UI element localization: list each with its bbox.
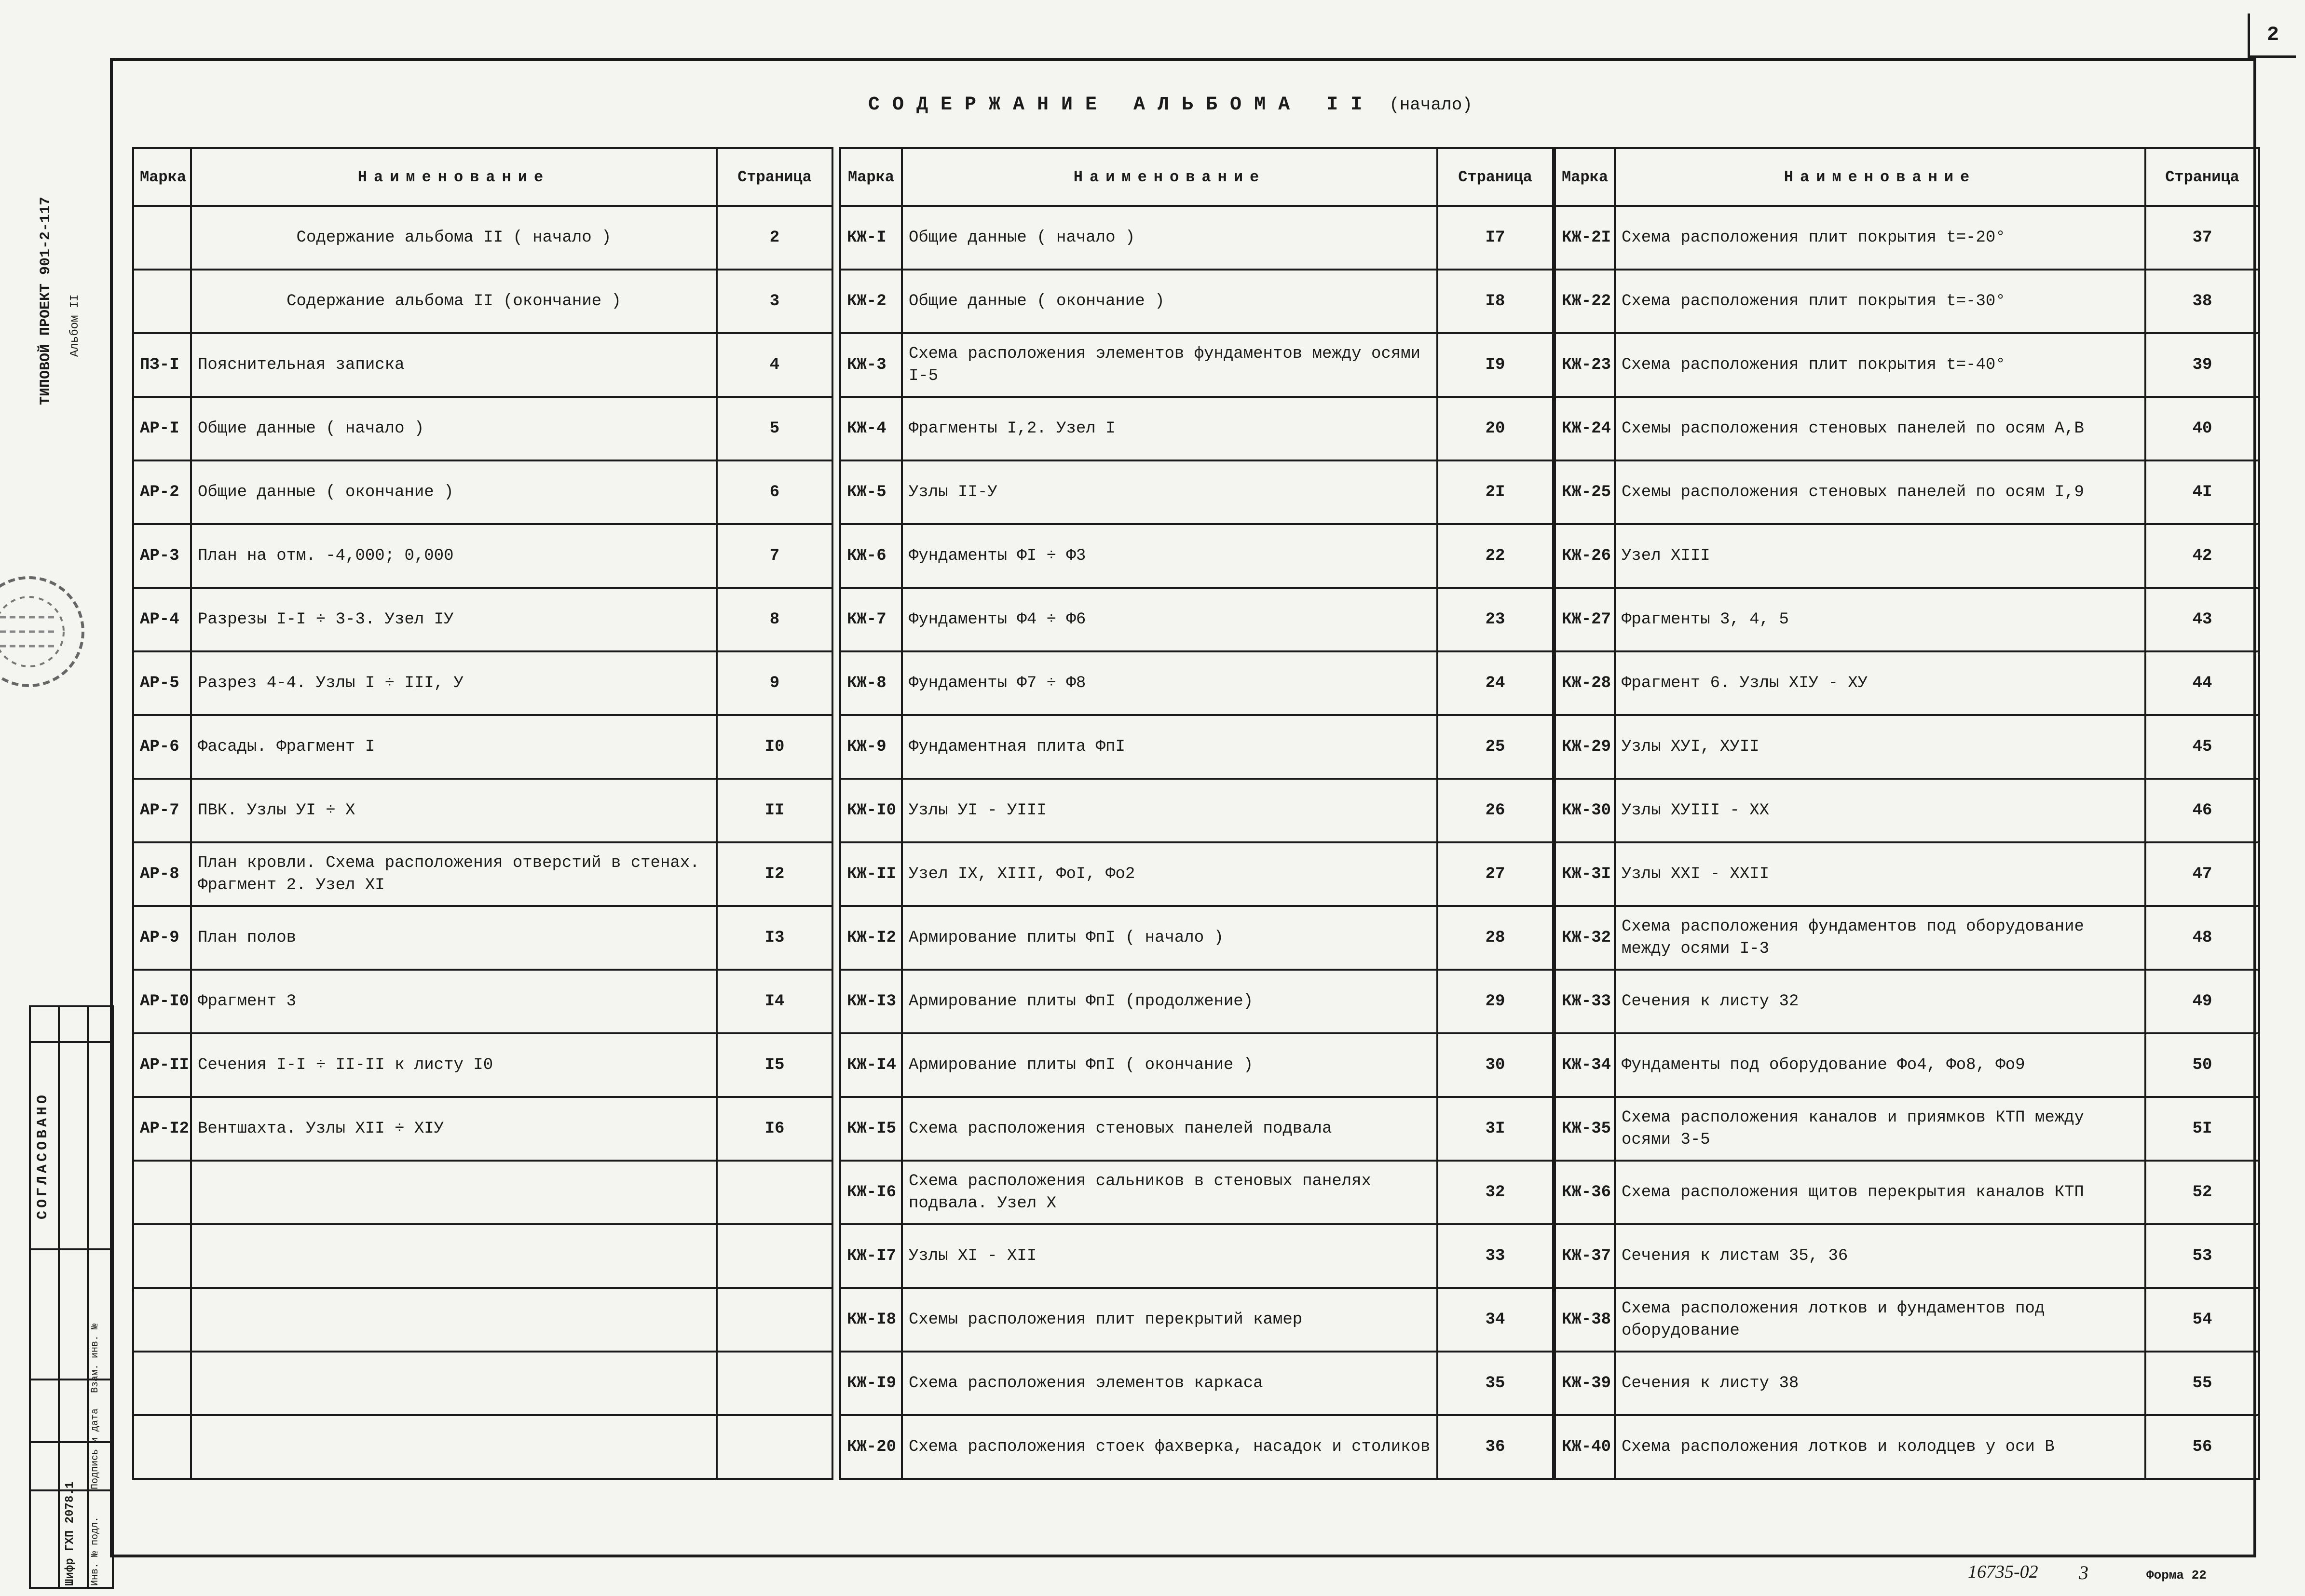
table-row — [133, 1161, 832, 1224]
name-cell — [191, 1352, 717, 1415]
name-cell: Сечения к листам 35, 36 — [1615, 1224, 2145, 1288]
mark-cell: АР-3 — [133, 524, 191, 588]
contents-table-kzh2 — [1554, 147, 2260, 1480]
name-cell: План на отм. -4,000; 0,000 — [191, 524, 717, 588]
mark-cell: КЖ-I6 — [840, 1161, 902, 1224]
page-cell: 24 — [1437, 651, 1553, 715]
mark-cell — [133, 1161, 191, 1224]
mark-cell: КЖ-I9 — [840, 1352, 902, 1415]
page-cell: 40 — [2145, 397, 2259, 460]
name-cell: Схема расположения элементов фундаментов между осями I-5 — [902, 333, 1437, 397]
mark-cell: КЖ-II — [840, 842, 902, 906]
name-cell: Схема расположения плит покрытия t=-40° — [1615, 333, 2145, 397]
page-cell: 32 — [1437, 1161, 1553, 1224]
page-cell: 49 — [2145, 970, 2259, 1033]
name-cell: Схемы расположения стеновых панелей по осям I,9 — [1615, 460, 2145, 524]
project-label: ТИПОВОЙ ПРОЕКТ 901-2-117 — [38, 196, 54, 405]
mark-cell: ПЗ-I — [133, 333, 191, 397]
page-cell: 54 — [2145, 1288, 2259, 1352]
mark-cell — [133, 1415, 191, 1479]
stamp-divider — [58, 1007, 60, 1587]
page-cell: 45 — [2145, 715, 2259, 779]
mark-cell: КЖ-38 — [1555, 1288, 1615, 1352]
header-name: Наименование — [191, 148, 717, 206]
mark-cell: КЖ-30 — [1555, 779, 1615, 842]
table-header-row — [1555, 148, 2259, 206]
mark-cell: КЖ-I7 — [840, 1224, 902, 1288]
name-cell: Сечения I-I ÷ II-II к листу I0 — [191, 1033, 717, 1097]
name-cell: Содержание альбома II (окончание ) — [191, 270, 717, 333]
name-cell: Содержание альбома II ( начало ) — [191, 206, 717, 270]
name-cell: Схема расположения каналов и приямков КТП между осями 3-5 — [1615, 1097, 2145, 1161]
table-row — [840, 460, 1553, 524]
table-row — [840, 206, 1553, 270]
table-row — [1555, 397, 2259, 460]
table-row — [840, 1224, 1553, 1288]
table-row — [133, 715, 832, 779]
mark-cell: КЖ-26 — [1555, 524, 1615, 588]
page-cell: I2 — [717, 842, 832, 906]
table-row — [1555, 715, 2259, 779]
page-cell: I5 — [717, 1033, 832, 1097]
stamp-col-inv: Инв. № подл. — [90, 1516, 101, 1586]
page-cell: 20 — [1437, 397, 1553, 460]
page-cell — [717, 1352, 832, 1415]
mark-cell: КЖ-29 — [1555, 715, 1615, 779]
table-row — [1555, 524, 2259, 588]
name-cell: Узлы XXI - XXII — [1615, 842, 2145, 906]
page-cell: 50 — [2145, 1033, 2259, 1097]
page-cell: 42 — [2145, 524, 2259, 588]
page-cell: I9 — [1437, 333, 1553, 397]
table-row — [133, 588, 832, 651]
table-row — [1555, 1352, 2259, 1415]
album-label: Альбом II — [68, 294, 82, 357]
page-cell: 44 — [2145, 651, 2259, 715]
mark-cell: КЖ-I4 — [840, 1033, 902, 1097]
name-cell: Схема расположения плит покрытия t=-20° — [1615, 206, 2145, 270]
stamp-divider — [87, 1007, 89, 1587]
table-row — [133, 1097, 832, 1161]
table-row — [840, 1161, 1553, 1224]
name-cell: Фундаменты ФI ÷ Ф3 — [902, 524, 1437, 588]
table-row — [133, 1033, 832, 1097]
name-cell: Фрагмент 6. Узлы XIУ - XУ — [1615, 651, 2145, 715]
table-row — [133, 397, 832, 460]
table-row — [840, 333, 1553, 397]
name-cell: Общие данные ( окончание ) — [191, 460, 717, 524]
table-row — [133, 779, 832, 842]
mark-cell: КЖ-3I — [1555, 842, 1615, 906]
name-cell: Вентшахта. Узлы XII ÷ XIУ — [191, 1097, 717, 1161]
name-cell — [191, 1161, 717, 1224]
table-header-row — [133, 148, 832, 206]
table-row — [840, 970, 1553, 1033]
stamp-divider — [31, 1041, 112, 1043]
mark-cell: АР-6 — [133, 715, 191, 779]
name-cell: Фундаментная плита ФпI — [902, 715, 1437, 779]
page-cell: I4 — [717, 970, 832, 1033]
header-mark: Марка — [133, 148, 191, 206]
mark-cell — [133, 1352, 191, 1415]
mark-cell: КЖ-3 — [840, 333, 902, 397]
page-cell — [717, 1224, 832, 1288]
name-cell: Разрезы I-I ÷ 3-3. Узел IУ — [191, 588, 717, 651]
page-title — [868, 94, 1473, 116]
table-row — [1555, 588, 2259, 651]
table-row — [1555, 1415, 2259, 1479]
table-row — [133, 1415, 832, 1479]
page-cell: 9 — [717, 651, 832, 715]
name-cell: Схема расположения лотков и колодцев у оси В — [1615, 1415, 2145, 1479]
page-cell: 5I — [2145, 1097, 2259, 1161]
page-cell: 34 — [1437, 1288, 1553, 1352]
name-cell: Схема расположения лотков и фундаментов под оборудование — [1615, 1288, 2145, 1352]
name-cell: Узлы XI - XII — [902, 1224, 1437, 1288]
page-cell: 26 — [1437, 779, 1553, 842]
header-page: Страница — [1437, 148, 1553, 206]
seal-stamp — [0, 559, 87, 704]
table-row — [840, 588, 1553, 651]
page-cell: I3 — [717, 906, 832, 970]
table-row — [1555, 460, 2259, 524]
page-cell: 23 — [1437, 588, 1553, 651]
table-row — [840, 1352, 1553, 1415]
page-cell: 47 — [2145, 842, 2259, 906]
page-cell: 37 — [2145, 206, 2259, 270]
table-row — [1555, 970, 2259, 1033]
name-cell: Фундаменты под оборудование Фо4, Фо8, Фо9 — [1615, 1033, 2145, 1097]
table-row — [1555, 779, 2259, 842]
mark-cell: КЖ-5 — [840, 460, 902, 524]
mark-cell: АР-4 — [133, 588, 191, 651]
approval-label: СОГЛАСОВАНО — [35, 1092, 51, 1219]
mark-cell: КЖ-22 — [1555, 270, 1615, 333]
mark-cell: АР-2 — [133, 460, 191, 524]
name-cell: Схемы расположения стеновых панелей по осям А,В — [1615, 397, 2145, 460]
name-cell: Сечения к листу 38 — [1615, 1352, 2145, 1415]
mark-cell: АР-I0 — [133, 970, 191, 1033]
page-cell: 25 — [1437, 715, 1553, 779]
page-cell: 29 — [1437, 970, 1553, 1033]
page-cell: 30 — [1437, 1033, 1553, 1097]
mark-cell: АР-I2 — [133, 1097, 191, 1161]
mark-cell: КЖ-I5 — [840, 1097, 902, 1161]
approval-stamp-block — [29, 1005, 114, 1589]
stamp-divider — [31, 1248, 112, 1250]
table-row — [840, 524, 1553, 588]
name-cell: Схема расположения стоек фахверка, насадок и столиков — [902, 1415, 1437, 1479]
table-row — [840, 270, 1553, 333]
contents-table-kzh1 — [839, 147, 1554, 1480]
name-cell: Узлы XУIII - XX — [1615, 779, 2145, 842]
page-cell: 2 — [717, 206, 832, 270]
mark-cell: АР-9 — [133, 906, 191, 970]
name-cell: Сечения к листу 32 — [1615, 970, 2145, 1033]
page-cell: I6 — [717, 1097, 832, 1161]
page-cell: 22 — [1437, 524, 1553, 588]
mark-cell: КЖ-32 — [1555, 906, 1615, 970]
footer-form-label: Форма 22 — [2146, 1568, 2207, 1582]
mark-cell: КЖ-27 — [1555, 588, 1615, 651]
page-cell: 56 — [2145, 1415, 2259, 1479]
table-row — [840, 1288, 1553, 1352]
table-row — [133, 906, 832, 970]
table-row — [840, 651, 1553, 715]
name-cell: Схемы расположения плит перекрытий камер — [902, 1288, 1437, 1352]
table-row — [133, 970, 832, 1033]
page-cell: I7 — [1437, 206, 1553, 270]
mark-cell: КЖ-33 — [1555, 970, 1615, 1033]
name-cell — [191, 1224, 717, 1288]
page-cell: 27 — [1437, 842, 1553, 906]
table-row — [840, 1033, 1553, 1097]
table-row — [133, 1288, 832, 1352]
page-cell: 36 — [1437, 1415, 1553, 1479]
page-cell: 43 — [2145, 588, 2259, 651]
table-row — [133, 270, 832, 333]
header-mark: Марка — [1555, 148, 1615, 206]
name-cell — [191, 1288, 717, 1352]
mark-cell — [133, 270, 191, 333]
mark-cell: КЖ-35 — [1555, 1097, 1615, 1161]
mark-cell: КЖ-40 — [1555, 1415, 1615, 1479]
page-cell: 2I — [1437, 460, 1553, 524]
table-row — [840, 779, 1553, 842]
mark-cell — [133, 1288, 191, 1352]
page-cell: 39 — [2145, 333, 2259, 397]
name-cell: Узлы УI - УIII — [902, 779, 1437, 842]
name-cell: План полов — [191, 906, 717, 970]
table-row — [133, 524, 832, 588]
page-cell: 7 — [717, 524, 832, 588]
mark-cell: КЖ-2I — [1555, 206, 1615, 270]
name-cell: Схема расположения элементов каркаса — [902, 1352, 1437, 1415]
name-cell: Армирование плиты ФпI ( начало ) — [902, 906, 1437, 970]
page-cell: I8 — [1437, 270, 1553, 333]
mark-cell: КЖ-I — [840, 206, 902, 270]
page-cell: 3 — [717, 270, 832, 333]
table-row — [1555, 1161, 2259, 1224]
page-cell: I0 — [717, 715, 832, 779]
mark-cell: КЖ-I3 — [840, 970, 902, 1033]
page-cell — [717, 1415, 832, 1479]
name-cell: Армирование плиты ФпI (продолжение) — [902, 970, 1437, 1033]
mark-cell: КЖ-8 — [840, 651, 902, 715]
table-row — [1555, 1033, 2259, 1097]
page-cell: II — [717, 779, 832, 842]
table-row — [133, 842, 832, 906]
table-row — [840, 842, 1553, 906]
page-cell: 28 — [1437, 906, 1553, 970]
table-row — [840, 1097, 1553, 1161]
page-cell: 52 — [2145, 1161, 2259, 1224]
name-cell: Общие данные ( окончание ) — [902, 270, 1437, 333]
mark-cell — [133, 206, 191, 270]
table-row — [840, 906, 1553, 970]
mark-cell: КЖ-I8 — [840, 1288, 902, 1352]
name-cell: Пояснительная записка — [191, 333, 717, 397]
contents-table-ar — [132, 147, 833, 1480]
table-row — [840, 715, 1553, 779]
name-cell: Узел XIII — [1615, 524, 2145, 588]
mark-cell: КЖ-39 — [1555, 1352, 1615, 1415]
stamp-col-replace: Взам. инв. № — [90, 1323, 101, 1393]
header-name: Наименование — [1615, 148, 2145, 206]
page-cell: 55 — [2145, 1352, 2259, 1415]
title-suffix: (начало) — [1389, 95, 1473, 115]
table-row — [133, 1224, 832, 1288]
table-header-row — [840, 148, 1553, 206]
name-cell: Узлы II-У — [902, 460, 1437, 524]
page-cell: 48 — [2145, 906, 2259, 970]
sheet-number: 2 — [2248, 14, 2296, 58]
name-cell: Разрез 4-4. Узлы I ÷ III, У — [191, 651, 717, 715]
page-cell: 6 — [717, 460, 832, 524]
mark-cell: КЖ-7 — [840, 588, 902, 651]
name-cell — [191, 1415, 717, 1479]
name-cell: Узел IX, XIII, ФоI, Фо2 — [902, 842, 1437, 906]
mark-cell: АР-I — [133, 397, 191, 460]
mark-cell: КЖ-24 — [1555, 397, 1615, 460]
mark-cell: КЖ-28 — [1555, 651, 1615, 715]
mark-cell: КЖ-I0 — [840, 779, 902, 842]
header-name: Наименование — [902, 148, 1437, 206]
mark-cell: АР-7 — [133, 779, 191, 842]
page-cell: 4I — [2145, 460, 2259, 524]
name-cell: Общие данные ( начало ) — [902, 206, 1437, 270]
table-row — [840, 397, 1553, 460]
table-row — [1555, 270, 2259, 333]
mark-cell: КЖ-25 — [1555, 460, 1615, 524]
table-row — [133, 333, 832, 397]
table-row — [840, 1415, 1553, 1479]
header-mark: Марка — [840, 148, 902, 206]
page-cell: 33 — [1437, 1224, 1553, 1288]
page-cell: 38 — [2145, 270, 2259, 333]
name-cell: Фрагменты I,2. Узел I — [902, 397, 1437, 460]
name-cell: ПВК. Узлы УI ÷ X — [191, 779, 717, 842]
name-cell: Фасады. Фрагмент I — [191, 715, 717, 779]
footer-doc-number: 16735-02 — [1968, 1562, 2038, 1582]
table-row — [133, 1352, 832, 1415]
mark-cell: КЖ-23 — [1555, 333, 1615, 397]
table-row — [1555, 206, 2259, 270]
name-cell: Схема расположения сальников в стеновых панелях подвала. Узел X — [902, 1161, 1437, 1224]
mark-cell: КЖ-34 — [1555, 1033, 1615, 1097]
name-cell: План кровли. Схема расположения отверстий в стенах. Фрагмент 2. Узел XI — [191, 842, 717, 906]
header-page: Страница — [717, 148, 832, 206]
name-cell: Схема расположения плит покрытия t=-30° — [1615, 270, 2145, 333]
page-cell: 8 — [717, 588, 832, 651]
table-row — [1555, 906, 2259, 970]
stamp-cipher: Шифр ГХП 2078.1 — [64, 1481, 77, 1586]
page-cell — [717, 1288, 832, 1352]
table-row — [1555, 651, 2259, 715]
name-cell: Фундаменты Ф4 ÷ Ф6 — [902, 588, 1437, 651]
table-row — [1555, 1224, 2259, 1288]
page-cell: 5 — [717, 397, 832, 460]
table-row — [1555, 1288, 2259, 1352]
mark-cell: АР-II — [133, 1033, 191, 1097]
name-cell: Фундаменты Ф7 ÷ Ф8 — [902, 651, 1437, 715]
mark-cell: КЖ-2 — [840, 270, 902, 333]
table-row — [1555, 1097, 2259, 1161]
name-cell: Армирование плиты ФпI ( окончание ) — [902, 1033, 1437, 1097]
table-row — [1555, 842, 2259, 906]
mark-cell: КЖ-6 — [840, 524, 902, 588]
name-cell: Фрагмент 3 — [191, 970, 717, 1033]
mark-cell: КЖ-20 — [840, 1415, 902, 1479]
name-cell: Узлы XУI, XУII — [1615, 715, 2145, 779]
mark-cell: КЖ-4 — [840, 397, 902, 460]
title-text: СОДЕРЖАНИЕ АЛЬБОМА II — [868, 94, 1375, 116]
table-row — [133, 651, 832, 715]
stamp-col-sign: Подпись и дата — [90, 1408, 101, 1489]
mark-cell: КЖ-37 — [1555, 1224, 1615, 1288]
name-cell: Общие данные ( начало ) — [191, 397, 717, 460]
footer-sheet-number: 3 — [2079, 1562, 2088, 1583]
mark-cell: АР-8 — [133, 842, 191, 906]
page-cell: 4 — [717, 333, 832, 397]
mark-cell: КЖ-I2 — [840, 906, 902, 970]
table-row — [133, 460, 832, 524]
page-cell: 3I — [1437, 1097, 1553, 1161]
mark-cell: КЖ-36 — [1555, 1161, 1615, 1224]
table-row — [133, 206, 832, 270]
page-cell: 35 — [1437, 1352, 1553, 1415]
header-page: Страница — [2145, 148, 2259, 206]
mark-cell — [133, 1224, 191, 1288]
name-cell: Схема расположения щитов перекрытия каналов КТП — [1615, 1161, 2145, 1224]
mark-cell: КЖ-9 — [840, 715, 902, 779]
page-cell — [717, 1161, 832, 1224]
page-cell: 46 — [2145, 779, 2259, 842]
mark-cell: АР-5 — [133, 651, 191, 715]
page-cell: 53 — [2145, 1224, 2259, 1288]
name-cell: Схема расположения фундаментов под оборудование между осями I-3 — [1615, 906, 2145, 970]
name-cell: Фрагменты 3, 4, 5 — [1615, 588, 2145, 651]
table-row — [1555, 333, 2259, 397]
name-cell: Схема расположения стеновых панелей подвала — [902, 1097, 1437, 1161]
